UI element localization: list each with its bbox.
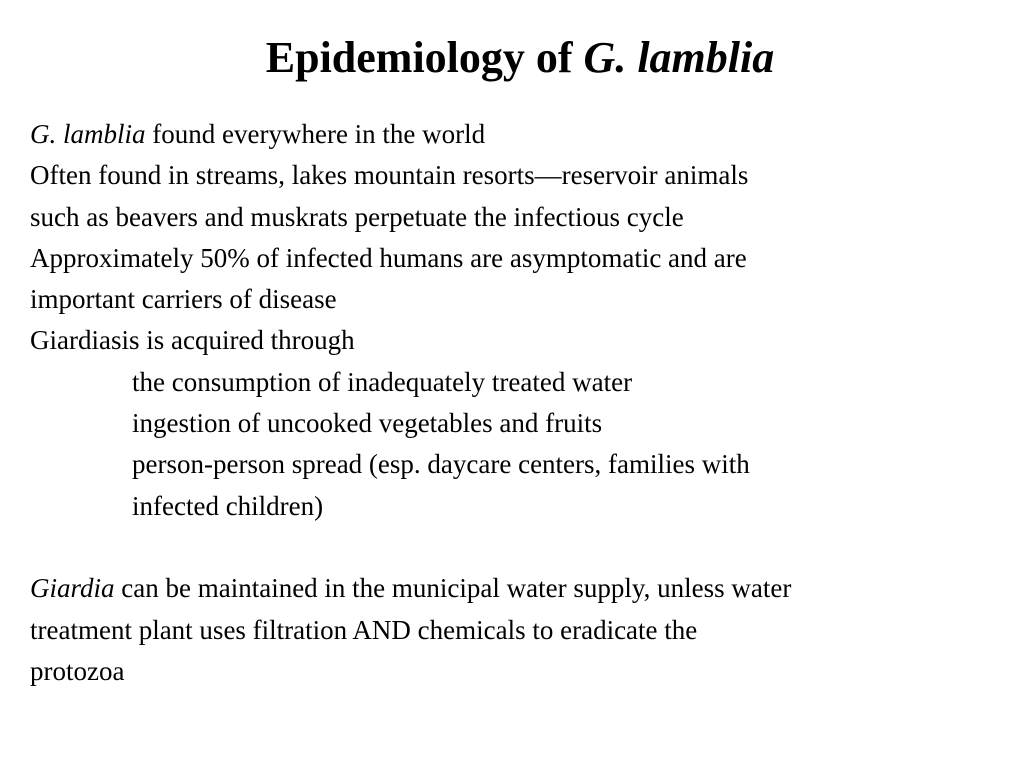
body-line: important carriers of disease: [30, 284, 337, 315]
body-line: such as beavers and muskrats perpetuate the infectious cycle: [30, 201, 684, 232]
genus-name: Giardia: [30, 573, 115, 604]
body-line: Often found in streams, lakes mountain resorts—reservoir animals: [30, 160, 749, 191]
spacer: [30, 527, 1010, 568]
organism-name: G. lamblia: [30, 119, 146, 149]
body-line: Giardiasis is acquired through: [30, 325, 355, 356]
sub-item: infected children): [132, 490, 324, 521]
body-line-text: found everywhere in the world: [145, 119, 486, 149]
sub-item: the consumption of inadequately treated water: [132, 366, 633, 397]
closing-line: protozoa: [30, 655, 125, 686]
title-prefix: Epidemiology of: [265, 33, 584, 82]
sub-item: ingestion of uncooked vegetables and fruits: [132, 408, 603, 439]
title-organism: G. lamblia: [583, 33, 775, 82]
closing-line: [30, 568, 1010, 609]
body-line: [30, 114, 1010, 155]
closing-line: treatment plant uses filtration AND chemicals to eradicate the: [30, 614, 698, 645]
slide-title: [0, 30, 1024, 86]
closing-line-text: can be maintained in the municipal water supply, unless water: [114, 573, 792, 604]
body-line: Approximately 50% of infected humans are asymptomatic and are: [30, 242, 747, 273]
slide-body: [30, 114, 1010, 692]
sub-item: person-person spread (esp. daycare centers, families with: [132, 449, 750, 480]
